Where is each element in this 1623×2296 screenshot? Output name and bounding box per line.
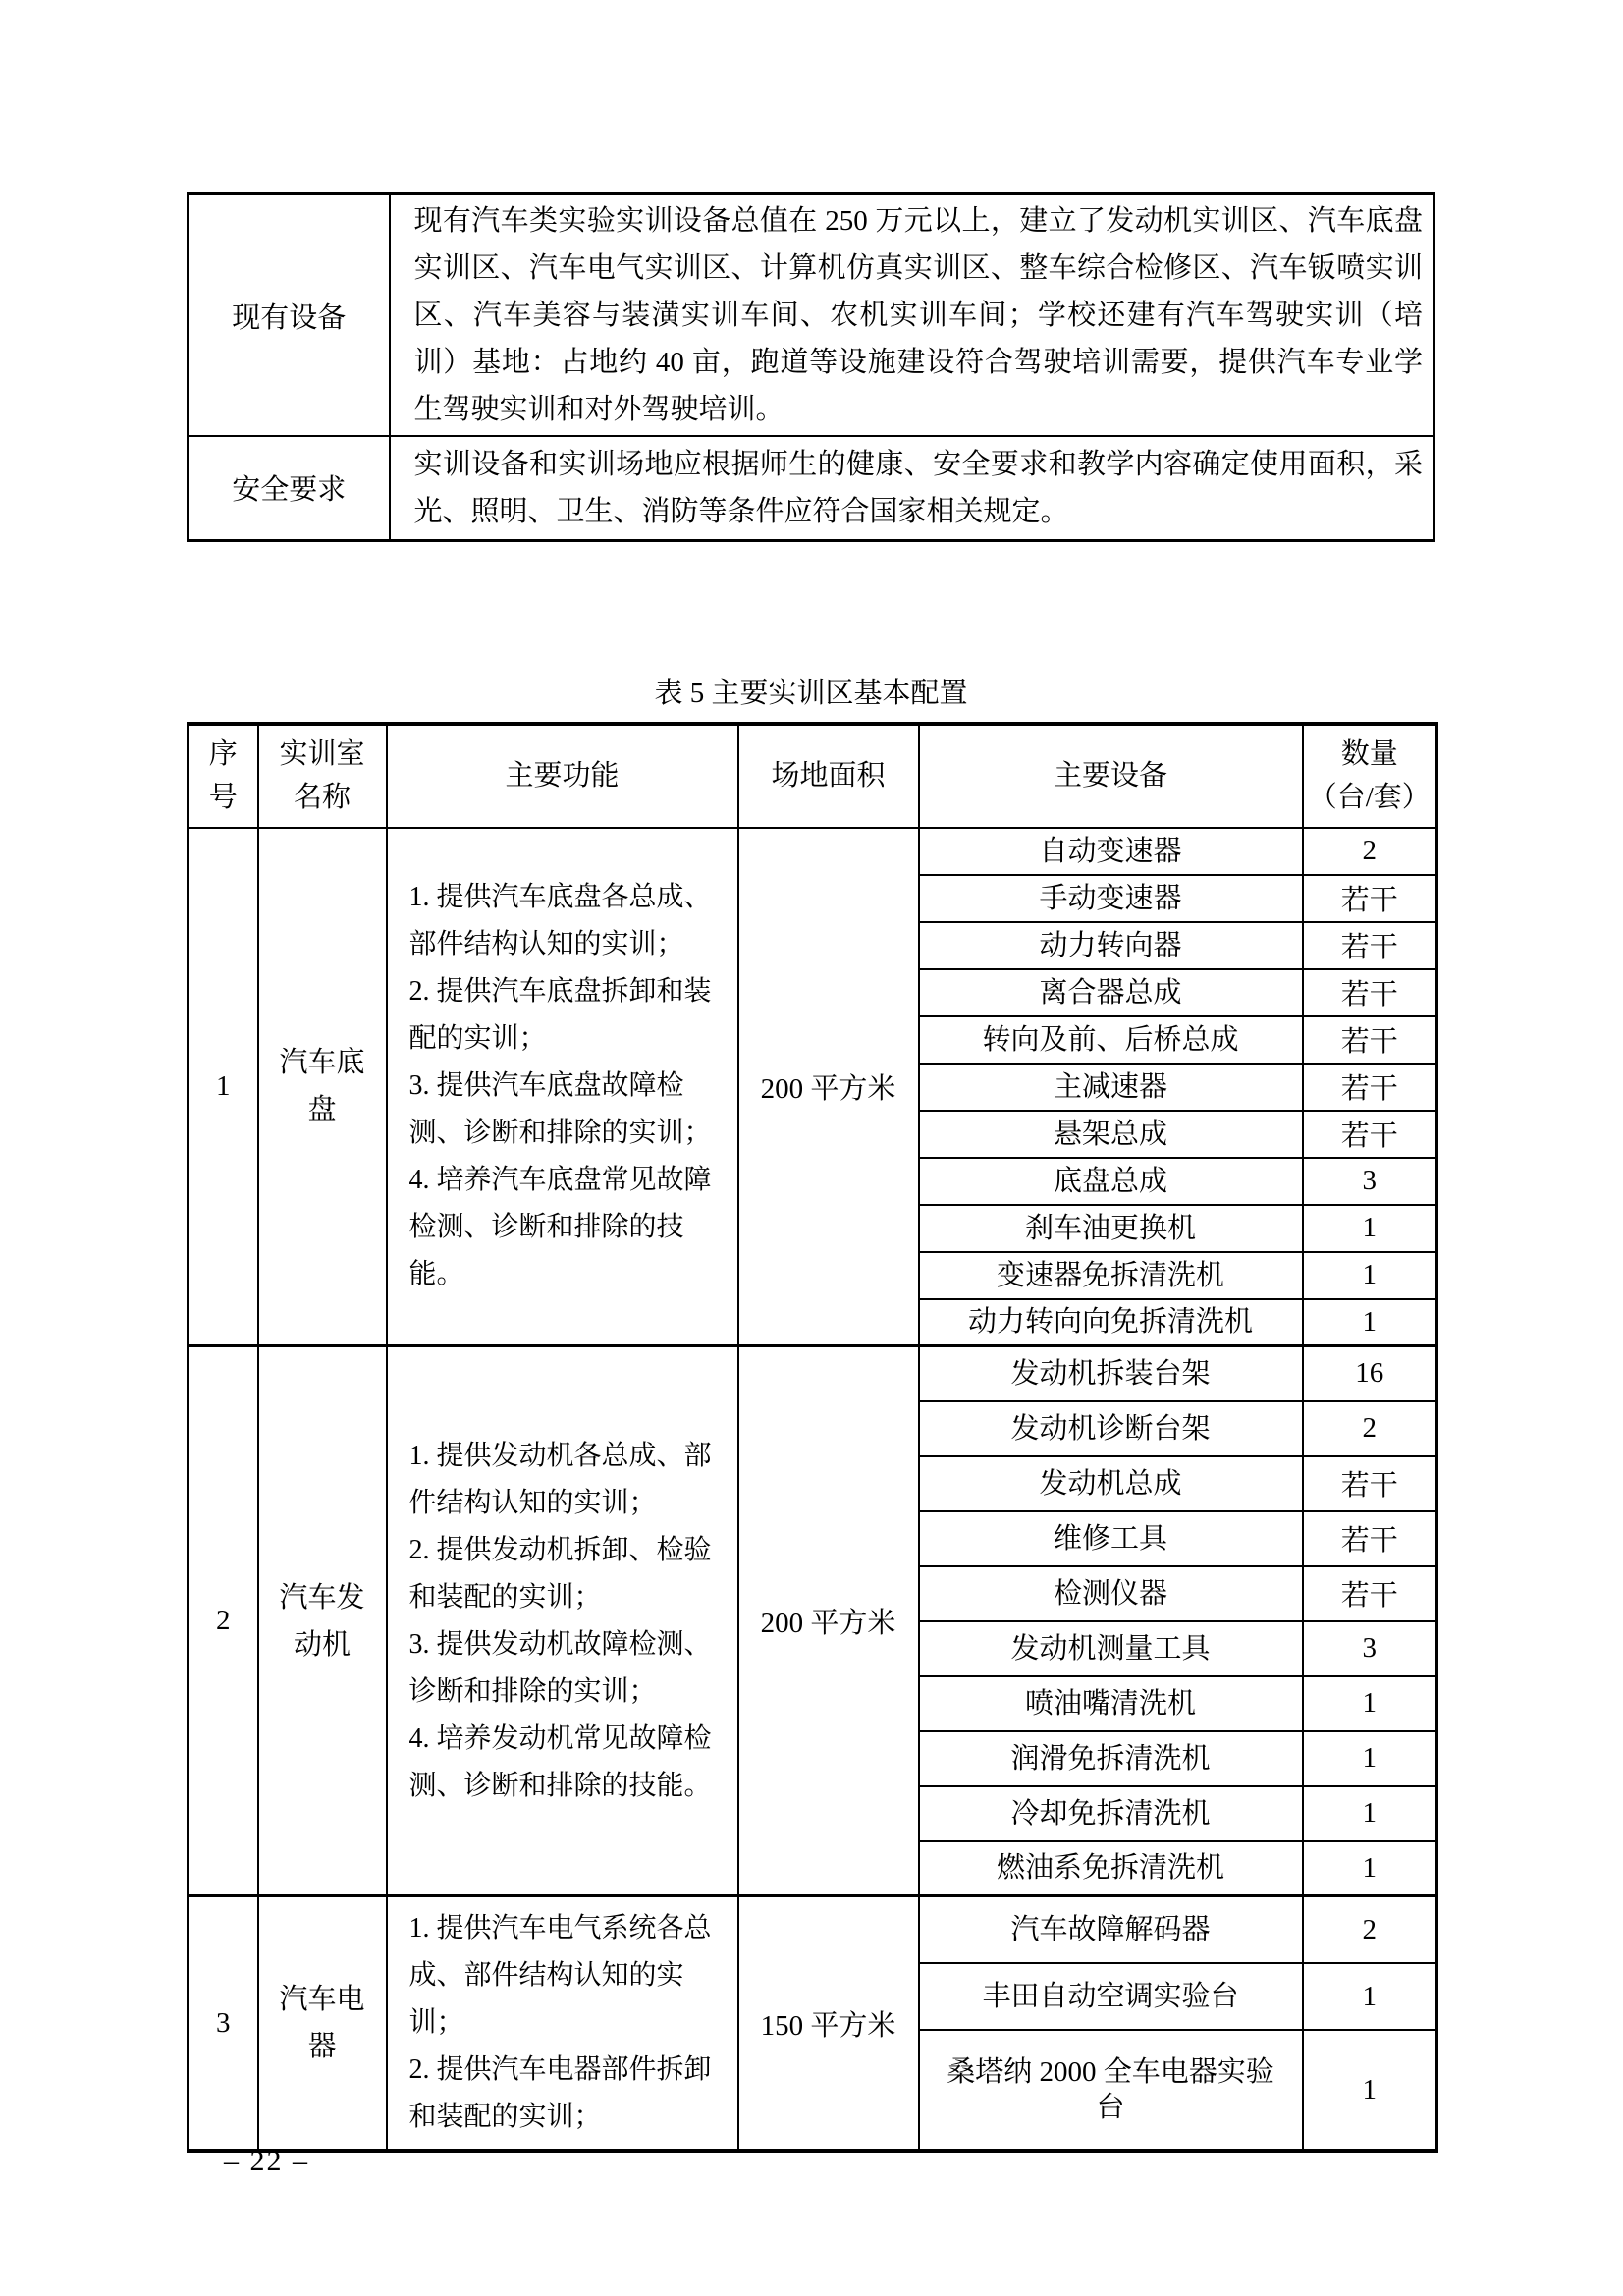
section-function-cell bbox=[387, 828, 738, 1346]
header-line: 主要功能 bbox=[505, 760, 620, 792]
equipment-qty-cell: 1 bbox=[1303, 1299, 1437, 1346]
equipment-name-cell bbox=[919, 1456, 1303, 1511]
equipment-qty-cell: 若干 bbox=[1303, 1566, 1437, 1621]
header-line: 数量 bbox=[1340, 738, 1398, 770]
equipment-name-cell bbox=[919, 1401, 1303, 1456]
equipment-name: 动力转向向免拆清洗机 bbox=[967, 1306, 1253, 1339]
equipment-name: 喷油嘴清洗机 bbox=[1024, 1687, 1196, 1720]
equipment-name-cell bbox=[919, 1676, 1303, 1731]
function-item: 1. 提供汽车电气系统各总成、部件结构认知的实训； bbox=[408, 1913, 712, 2038]
table-row bbox=[189, 436, 1434, 540]
row-label-safety-requirements: 安全要求 bbox=[189, 436, 390, 540]
equipment-name-cell bbox=[919, 875, 1303, 922]
equipment-name-cell bbox=[919, 1963, 1303, 2030]
function-item: 3. 提供汽车底盘故障检测、诊断和排除的实训； bbox=[408, 1070, 712, 1149]
equipment-qty-cell: 若干 bbox=[1303, 875, 1437, 922]
room-name: 汽车底盘 bbox=[279, 1047, 365, 1126]
equipment-name: 桑塔纳 2000 全车电器实验台 bbox=[947, 2056, 1274, 2124]
equipment-name-cell bbox=[919, 1566, 1303, 1621]
table5-main-config-table bbox=[187, 722, 1438, 2154]
equipment-name: 主减速器 bbox=[1053, 1070, 1167, 1103]
equipment-qty-cell: 1 bbox=[1303, 1205, 1437, 1252]
function-item: 1. 提供发动机各总成、部件结构认知的实训； bbox=[408, 1440, 712, 1518]
info-table bbox=[187, 192, 1435, 542]
equipment-qty-cell: 1 bbox=[1303, 1731, 1437, 1786]
table5-title: 表 5 主要实训区基本配置 bbox=[654, 677, 968, 709]
equipment-name-cell bbox=[919, 1016, 1303, 1064]
page-content bbox=[187, 192, 1435, 2153]
section-room-cell bbox=[258, 828, 387, 1346]
row-content-existing-equipment: 现有汽车类实验实训设备总值在 250 万元以上，建立了发动机实训区、汽车底盘实训区、汽车电气实训区、计算机仿真实训区、整车综合检修区、汽车钣喷实训区、汽车美容与装潢实训车间、农机实训车间；学校还建有汽车驾驶实训（培训）基地：占地约 40 亩，跑道等设施建设符合驾驶培训需要，提供汽车专业学生驾驶实训和对外驾驶培训。 bbox=[390, 194, 1434, 437]
equipment-name-cell bbox=[919, 1731, 1303, 1786]
equipment-name: 发动机测量工具 bbox=[1010, 1632, 1211, 1665]
function-item: 4. 培养汽车底盘常见故障检测、诊断和排除的技能。 bbox=[408, 1165, 712, 1290]
equipment-name-cell bbox=[919, 1158, 1303, 1205]
equipment-name-cell bbox=[919, 969, 1303, 1016]
equipment-name-cell bbox=[919, 1064, 1303, 1111]
equipment-name: 变速器免拆清洗机 bbox=[996, 1259, 1224, 1291]
equipment-name: 底盘总成 bbox=[1053, 1165, 1167, 1197]
header-line: 主要设备 bbox=[1053, 760, 1167, 792]
equipment-row bbox=[189, 1896, 1437, 1964]
equipment-qty-cell: 1 bbox=[1303, 1841, 1437, 1896]
equipment-name: 发动机诊断台架 bbox=[1010, 1412, 1211, 1445]
equipment-name: 丰田自动空调实验台 bbox=[982, 1981, 1239, 2013]
equipment-name-cell bbox=[919, 1841, 1303, 1896]
equipment-qty-cell: 若干 bbox=[1303, 1111, 1437, 1158]
equipment-qty-cell: 若干 bbox=[1303, 922, 1437, 969]
equipment-qty-cell: 若干 bbox=[1303, 969, 1437, 1016]
section-area: 200 平方米 bbox=[738, 1346, 919, 1896]
equipment-name: 刹车油更换机 bbox=[1024, 1212, 1196, 1244]
equipment-qty-cell: 2 bbox=[1303, 1401, 1437, 1456]
section-index: 2 bbox=[189, 1346, 258, 1896]
function-item: 2. 提供发动机拆卸、检验和装配的实训； bbox=[408, 1534, 712, 1613]
equipment-qty-cell: 1 bbox=[1303, 2030, 1437, 2151]
equipment-name: 离合器总成 bbox=[1039, 976, 1182, 1009]
equipment-name-cell bbox=[919, 1111, 1303, 1158]
room-name: 汽车发动机 bbox=[279, 1581, 365, 1661]
equipment-row bbox=[189, 1346, 1437, 1401]
equipment-qty-cell: 1 bbox=[1303, 1252, 1437, 1299]
section-index: 1 bbox=[189, 828, 258, 1346]
equipment-qty-cell: 3 bbox=[1303, 1621, 1437, 1676]
function-item: 2. 提供汽车底盘拆卸和装配的实训； bbox=[408, 976, 712, 1055]
equipment-name-cell bbox=[919, 1205, 1303, 1252]
section-function-cell bbox=[387, 1346, 738, 1896]
equipment-qty-cell: 1 bbox=[1303, 1676, 1437, 1731]
function-item: 2. 提供汽车电器部件拆卸和装配的实训； bbox=[408, 2054, 712, 2132]
room-name: 汽车电器 bbox=[279, 1984, 365, 2062]
equipment-name-cell bbox=[919, 1896, 1303, 1964]
section-function-cell bbox=[387, 1896, 738, 2152]
equipment-name-cell bbox=[919, 1621, 1303, 1676]
equipment-name: 发动机总成 bbox=[1039, 1467, 1182, 1500]
equipment-name-cell bbox=[919, 1786, 1303, 1841]
equipment-qty-cell: 若干 bbox=[1303, 1456, 1437, 1511]
equipment-name-cell bbox=[919, 1252, 1303, 1299]
equipment-qty-cell: 2 bbox=[1303, 1896, 1437, 1964]
header-site-area bbox=[738, 724, 919, 828]
equipment-qty-cell: 1 bbox=[1303, 1963, 1437, 2030]
function-item: 3. 提供发动机故障检测、诊断和排除的实训； bbox=[408, 1628, 712, 1707]
header-index bbox=[189, 724, 258, 828]
header-line: 实训室 bbox=[279, 738, 365, 770]
equipment-qty-cell: 16 bbox=[1303, 1346, 1437, 1401]
equipment-name: 润滑免拆清洗机 bbox=[1010, 1742, 1211, 1775]
header-quantity bbox=[1303, 724, 1437, 828]
equipment-name: 检测仪器 bbox=[1053, 1577, 1167, 1610]
equipment-name: 转向及前、后桥总成 bbox=[982, 1023, 1239, 1056]
equipment-name-cell bbox=[919, 2030, 1303, 2151]
equipment-name-cell bbox=[919, 1299, 1303, 1346]
header-line: （台/套） bbox=[1308, 782, 1431, 813]
section-area: 200 平方米 bbox=[738, 828, 919, 1346]
equipment-name: 冷却免拆清洗机 bbox=[1010, 1797, 1211, 1830]
equipment-name: 自动变速器 bbox=[1039, 835, 1182, 867]
header-main-function bbox=[387, 724, 738, 828]
equipment-name: 发动机拆装台架 bbox=[1010, 1357, 1211, 1390]
equipment-name: 燃油系免拆清洗机 bbox=[996, 1852, 1224, 1885]
table-row bbox=[189, 194, 1434, 437]
equipment-qty-cell: 若干 bbox=[1303, 1511, 1437, 1566]
table5-header-row bbox=[189, 724, 1437, 828]
page-number: – 22 – bbox=[224, 2145, 309, 2177]
header-line: 序 bbox=[208, 738, 238, 770]
section-index: 3 bbox=[189, 1896, 258, 2152]
function-item: 4. 培养发动机常见故障检测、诊断和排除的技能。 bbox=[408, 1722, 712, 1801]
equipment-qty-cell: 3 bbox=[1303, 1158, 1437, 1205]
row-label-existing-equipment: 现有设备 bbox=[189, 194, 390, 437]
section-room-cell bbox=[258, 1346, 387, 1896]
equipment-name: 汽车故障解码器 bbox=[1010, 1914, 1211, 1946]
equipment-name: 动力转向器 bbox=[1039, 929, 1182, 961]
equipment-name: 悬架总成 bbox=[1053, 1118, 1167, 1150]
equipment-qty-cell: 若干 bbox=[1303, 1064, 1437, 1111]
header-main-equipment bbox=[919, 724, 1303, 828]
equipment-qty-cell: 若干 bbox=[1303, 1016, 1437, 1064]
function-item: 1. 提供汽车底盘各总成、部件结构认知的实训； bbox=[408, 882, 712, 960]
section-room-cell bbox=[258, 1896, 387, 2152]
section-area: 150 平方米 bbox=[738, 1896, 919, 2152]
equipment-name-cell bbox=[919, 1346, 1303, 1401]
equipment-name-cell bbox=[919, 828, 1303, 875]
equipment-name: 手动变速器 bbox=[1039, 882, 1182, 914]
header-line: 场地面积 bbox=[771, 760, 886, 792]
header-line: 号 bbox=[208, 782, 238, 813]
equipment-name-cell bbox=[919, 922, 1303, 969]
header-room-name bbox=[258, 724, 387, 828]
equipment-row bbox=[189, 828, 1437, 875]
header-line: 名称 bbox=[293, 782, 351, 813]
equipment-qty-cell: 2 bbox=[1303, 828, 1437, 875]
equipment-name-cell bbox=[919, 1511, 1303, 1566]
equipment-name: 维修工具 bbox=[1053, 1522, 1167, 1555]
equipment-qty-cell: 1 bbox=[1303, 1786, 1437, 1841]
row-content-safety-requirements: 实训设备和实训场地应根据师生的健康、安全要求和教学内容确定使用面积，采光、照明、卫生、消防等条件应符合国家相关规定。 bbox=[390, 436, 1434, 540]
